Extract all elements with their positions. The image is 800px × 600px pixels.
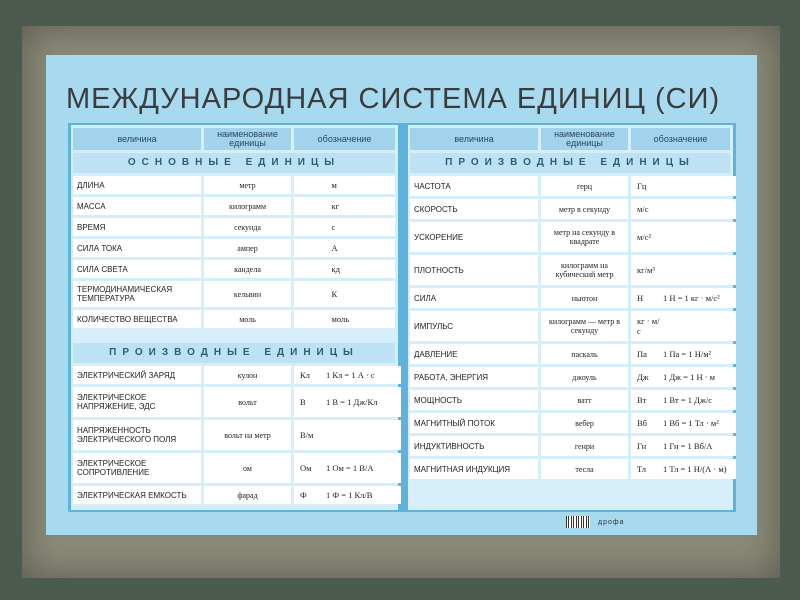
unit-name-cell: секунда [204,218,291,236]
poster-footer [566,515,681,529]
symbol-cell [631,311,736,341]
symbol-cell [294,260,395,278]
unit-symbol: А [331,243,338,253]
table-row [408,288,733,308]
unit-symbol: Ф [300,490,307,500]
unit-name-cell: генри [541,436,628,456]
table-row [408,255,733,285]
quantity-cell: ДАВЛЕНИЕ [410,344,538,364]
table-row [71,486,398,504]
unit-symbol: с [331,222,336,232]
symbol-cell [294,239,395,257]
quantity-cell: КОЛИЧЕСТВО ВЕЩЕСТВА [73,310,201,328]
section-base-units: ОСНОВНЫЕ ЕДИНИЦЫ [73,153,395,173]
quantity-cell: СКОРОСТЬ [410,199,538,219]
unit-relation: 1 Гн = 1 Вб/А [663,441,713,451]
unit-relation: 1 Вт = 1 Дж/с [663,395,712,405]
quantity-cell: ЭЛЕКТРИЧЕСКОЕ НАПРЯЖЕНИЕ, ЭДС [73,387,201,417]
unit-name-cell: паскаль [541,344,628,364]
unit-symbol: Гн [637,441,647,451]
table-frame [68,123,736,512]
symbol-cell [294,486,401,504]
unit-name-cell: метр на секунду в квадрате [541,222,628,252]
unit-name-cell: тесла [541,459,628,479]
unit-name-cell: кандела [204,260,291,278]
unit-name-cell: джоуль [541,367,628,387]
unit-symbol: кг/м³ [637,265,655,275]
table-row [408,222,733,252]
quantity-cell: МАГНИТНАЯ ИНДУКЦИЯ [410,459,538,479]
symbol-cell [631,367,736,387]
quantity-cell: ПЛОТНОСТЬ [410,255,538,285]
unit-name-cell: метр в секунду [541,199,628,219]
unit-symbol: Тл [637,464,647,474]
publisher-logo: дрофа [598,518,625,526]
quantity-cell: МАГНИТНЫЙ ПОТОК [410,413,538,433]
section-derived-left: ПРОИЗВОДНЫЕ ЕДИНИЦЫ [73,343,395,363]
symbol-cell [631,222,736,252]
quantity-cell: ИМПУЛЬС [410,311,538,341]
symbol-cell [631,436,736,456]
imprint-text [633,520,681,524]
symbol-cell [631,255,736,285]
unit-symbol: кг [331,201,340,211]
symbol-cell [631,390,736,410]
unit-relation: 1 В = 1 Дж/Кл [326,397,378,407]
symbol-cell [294,366,401,384]
quantity-cell: МАССА [73,197,201,215]
unit-name-cell: ом [204,453,291,483]
unit-relation: 1 Вб = 1 Тл · м² [663,418,719,428]
quantity-cell: УСКОРЕНИЕ [410,222,538,252]
unit-name-cell: ватт [541,390,628,410]
unit-name-cell: вольт [204,387,291,417]
table-row [71,260,398,278]
table-row [408,176,733,196]
header-symbol-right: обозначение [631,128,730,150]
quantity-cell: ТЕРМОДИНАМИЧЕСКАЯ ТЕМПЕРАТУРА [73,281,201,307]
quantity-cell: РАБОТА, ЭНЕРГИЯ [410,367,538,387]
table-row [71,387,398,417]
unit-relation: 1 Тл = 1 Н/(А · м) [663,464,727,474]
quantity-cell: ЭЛЕКТРИЧЕСКАЯ ЕМКОСТЬ [73,486,201,504]
header-unit-name: наименование единицы [204,128,291,150]
quantity-cell: ЭЛЕКТРИЧЕСКОЕ СОПРОТИВЛЕНИЕ [73,453,201,483]
poster-title: МЕЖДУНАРОДНАЯ СИСТЕМА ЕДИНИЦ (СИ) [66,83,721,115]
unit-name-cell: метр [204,176,291,194]
symbol-cell [631,344,736,364]
table-row [71,366,398,384]
si-poster [46,55,757,535]
unit-symbol: моль [331,314,350,324]
unit-relation: 1 Дж = 1 Н · м [663,372,716,382]
table-row [71,310,398,328]
table-row [71,197,398,215]
table-row [71,420,398,450]
unit-name-cell: кельвин [204,281,291,307]
unit-symbol: Кл [300,370,310,380]
unit-symbol: кд [331,264,340,274]
barcode-icon [566,516,590,528]
table-row [408,199,733,219]
table-row [71,176,398,194]
unit-symbol: В [300,397,306,407]
symbol-cell [294,420,401,450]
unit-symbol: Вб [637,418,647,428]
table-row [408,311,733,341]
unit-name-cell: кулон [204,366,291,384]
unit-relation: 1 Ом = 1 В/А [326,463,374,473]
unit-symbol: Па [637,349,647,359]
symbol-cell [294,197,395,215]
symbol-cell [294,218,395,236]
table-row [71,218,398,236]
unit-symbol: м [331,180,337,190]
quantity-cell: ЭЛЕКТРИЧЕСКИЙ ЗАРЯД [73,366,201,384]
quantity-cell: ДЛИНА [73,176,201,194]
unit-name-cell: герц [541,176,628,196]
unit-relation: 1 Па = 1 Н/м² [663,349,712,359]
table-row [71,239,398,257]
table-row [408,436,733,456]
table-row [408,413,733,433]
unit-name-cell: килограмм [204,197,291,215]
unit-name-cell: вольт на метр [204,420,291,450]
quantity-cell: ЧАСТОТА [410,176,538,196]
symbol-cell [631,199,736,219]
table-row [71,281,398,307]
symbol-cell [294,310,395,328]
table-row [408,344,733,364]
header-quantity-right: величина [410,128,538,150]
symbol-cell [294,453,401,483]
header-symbol: обозначение [294,128,395,150]
unit-symbol: Дж [637,372,649,382]
unit-symbol: В/м [300,430,314,440]
unit-relation: 1 Ф = 1 Кл/В [326,490,373,500]
unit-symbol: м/с² [637,232,652,242]
quantity-cell: НАПРЯЖЕННОСТЬ ЭЛЕКТРИЧЕСКОГО ПОЛЯ [73,420,201,450]
symbol-cell [294,176,395,194]
symbol-cell [631,459,736,479]
table-row [408,459,733,479]
unit-name-cell: ньютон [541,288,628,308]
unit-name-cell: килограмм на кубический метр [541,255,628,285]
unit-symbol: Н [637,293,644,303]
section-derived-right: ПРОИЗВОДНЫЕ ЕДИНИЦЫ [410,153,730,173]
unit-symbol: Гц [637,181,647,191]
header-unit-name-right: наименование единицы [541,128,628,150]
unit-symbol: м/с [637,204,649,214]
unit-name-cell: моль [204,310,291,328]
symbol-cell [631,413,736,433]
symbol-cell [631,176,736,196]
right-column [408,125,733,510]
quantity-cell: ВРЕМЯ [73,218,201,236]
unit-relation: 1 Кл = 1 А · с [326,370,375,380]
quantity-cell: ИНДУКТИВНОСТЬ [410,436,538,456]
unit-relation: 1 Н = 1 кг · м/с² [663,293,720,303]
unit-name-cell: вебер [541,413,628,433]
quantity-cell: МОЩНОСТЬ [410,390,538,410]
symbol-cell [294,281,395,307]
table-row [71,453,398,483]
quantity-cell: СИЛА [410,288,538,308]
left-column [71,125,398,510]
table-row [408,390,733,410]
unit-name-cell: килограмм — метр в секунду [541,311,628,341]
quantity-cell: СИЛА ТОКА [73,239,201,257]
unit-symbol: Ом [300,463,312,473]
quantity-cell: СИЛА СВЕТА [73,260,201,278]
table-row [408,367,733,387]
symbol-cell [294,387,401,417]
symbol-cell [631,288,736,308]
unit-name-cell: ампер [204,239,291,257]
unit-symbol: К [331,289,338,299]
header-quantity: величина [73,128,201,150]
unit-name-cell: фарад [204,486,291,504]
unit-symbol: Вт [637,395,647,405]
unit-symbol: кг · м/с [637,316,660,336]
